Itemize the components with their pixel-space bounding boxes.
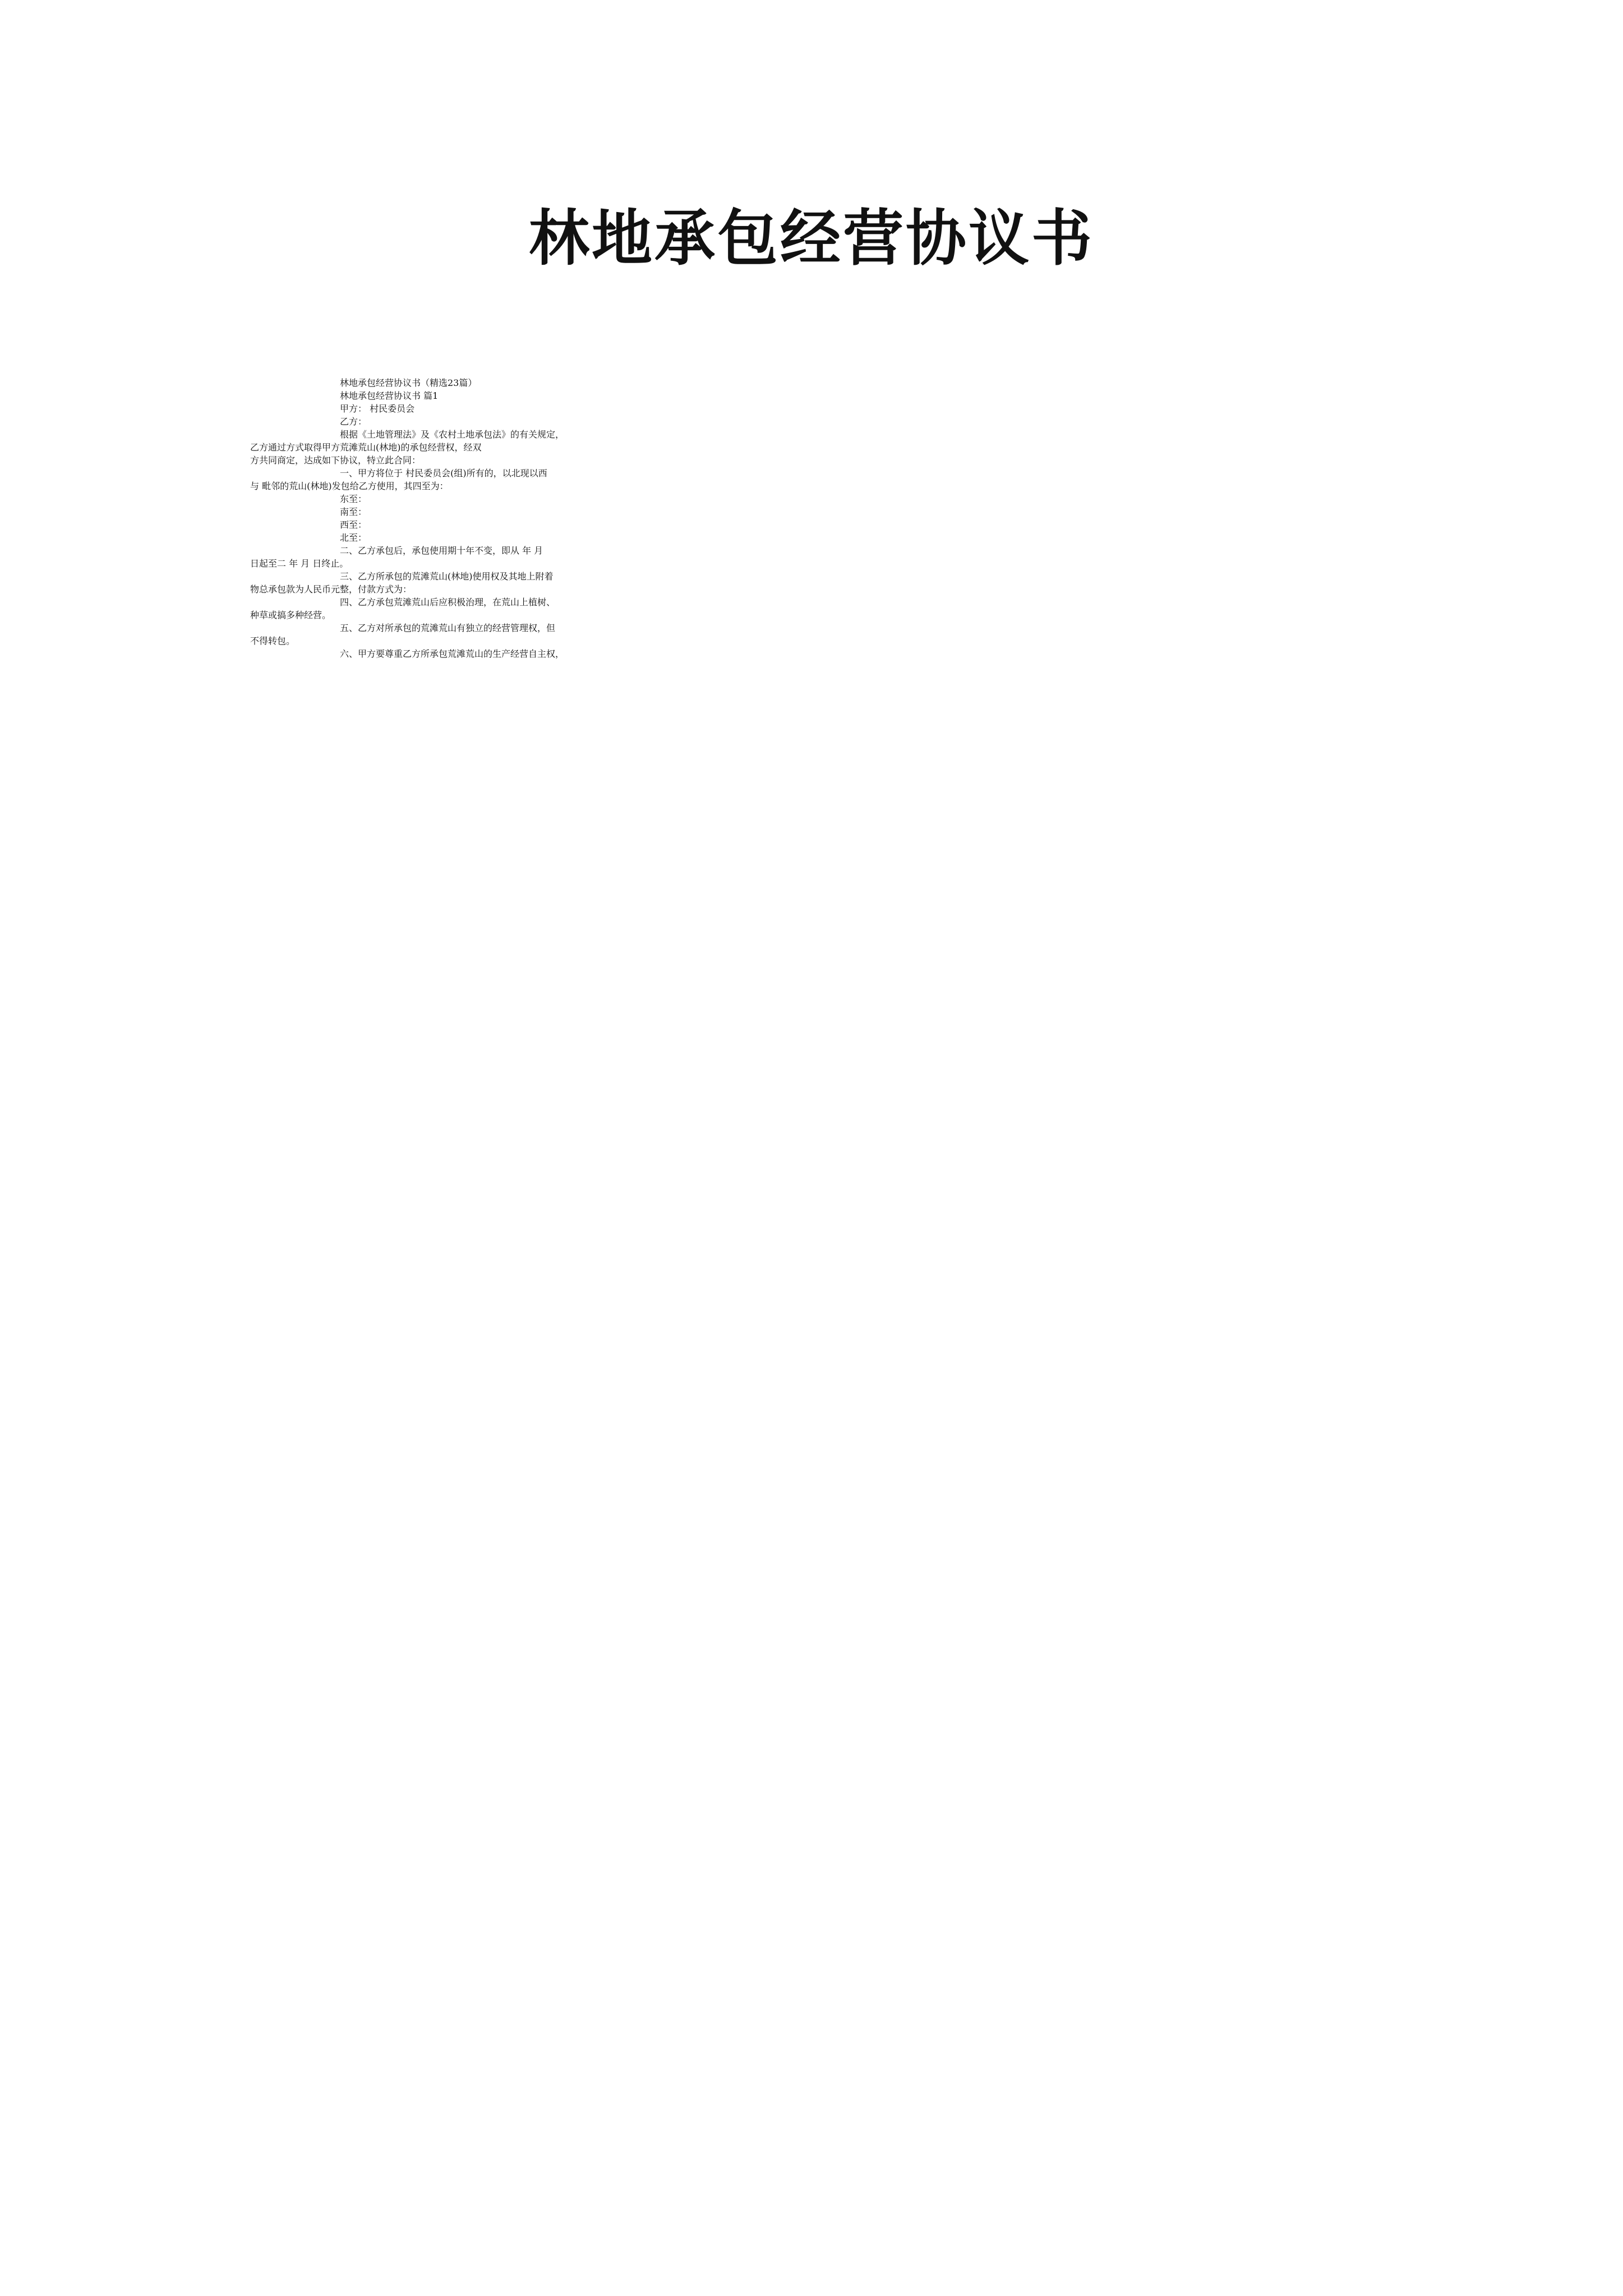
text-line: 方共同商定，达成如下协议，特立此合同： [250, 455, 421, 466]
text-line: 南至： [340, 507, 367, 517]
text-line: 五、乙方对所承包的荒滩荒山有独立的经营管理权，但 [340, 623, 556, 633]
text-line: 乙方： [340, 416, 367, 427]
text-line: 种草或搞多种经营。 [250, 610, 331, 620]
text-line: 林地承包经营协议书 篇1 [340, 390, 439, 401]
text-line: 二、乙方承包后，承包使用期十年不变，即从 年 月 [340, 545, 543, 556]
text-line: 林地承包经营协议书（精选23篇） [340, 378, 477, 388]
text-line: 北至： [340, 532, 367, 543]
text-line: 乙方通过方式取得甲方荒滩荒山(林地)的承包经营权，经双 [250, 442, 482, 453]
text-line: 四、乙方承包荒滩荒山后应积极治理，在荒山上植树、 [340, 597, 556, 608]
text-line: 西至： [340, 519, 367, 530]
text-line: 六、甲方要尊重乙方所承包荒滩荒山的生产经营自主权， [340, 648, 565, 659]
text-line: 物总承包款为人民币元整，付款方式为： [250, 584, 412, 595]
document-title: 林地承包经营协议书 [528, 203, 1094, 274]
text-line: 甲方： 村民委员会 [340, 403, 415, 414]
text-line: 东至： [340, 494, 367, 504]
text-line: 根据《土地管理法》及《农村土地承包法》的有关规定， [340, 429, 565, 440]
text-line: 与 毗邻的荒山(林地)发包给乙方使用，其四至为： [250, 481, 449, 491]
document-body [250, 376, 1389, 660]
text-line: 日起至二 年 月 日终止。 [250, 558, 349, 569]
text-line: 一、甲方将位于 村民委员会(组)所有的，以北现以西 [340, 468, 547, 478]
text-line: 不得转包。 [250, 636, 296, 646]
text-line: 三、乙方所承包的荒滩荒山(林地)使用权及其地上附着 [340, 571, 554, 582]
